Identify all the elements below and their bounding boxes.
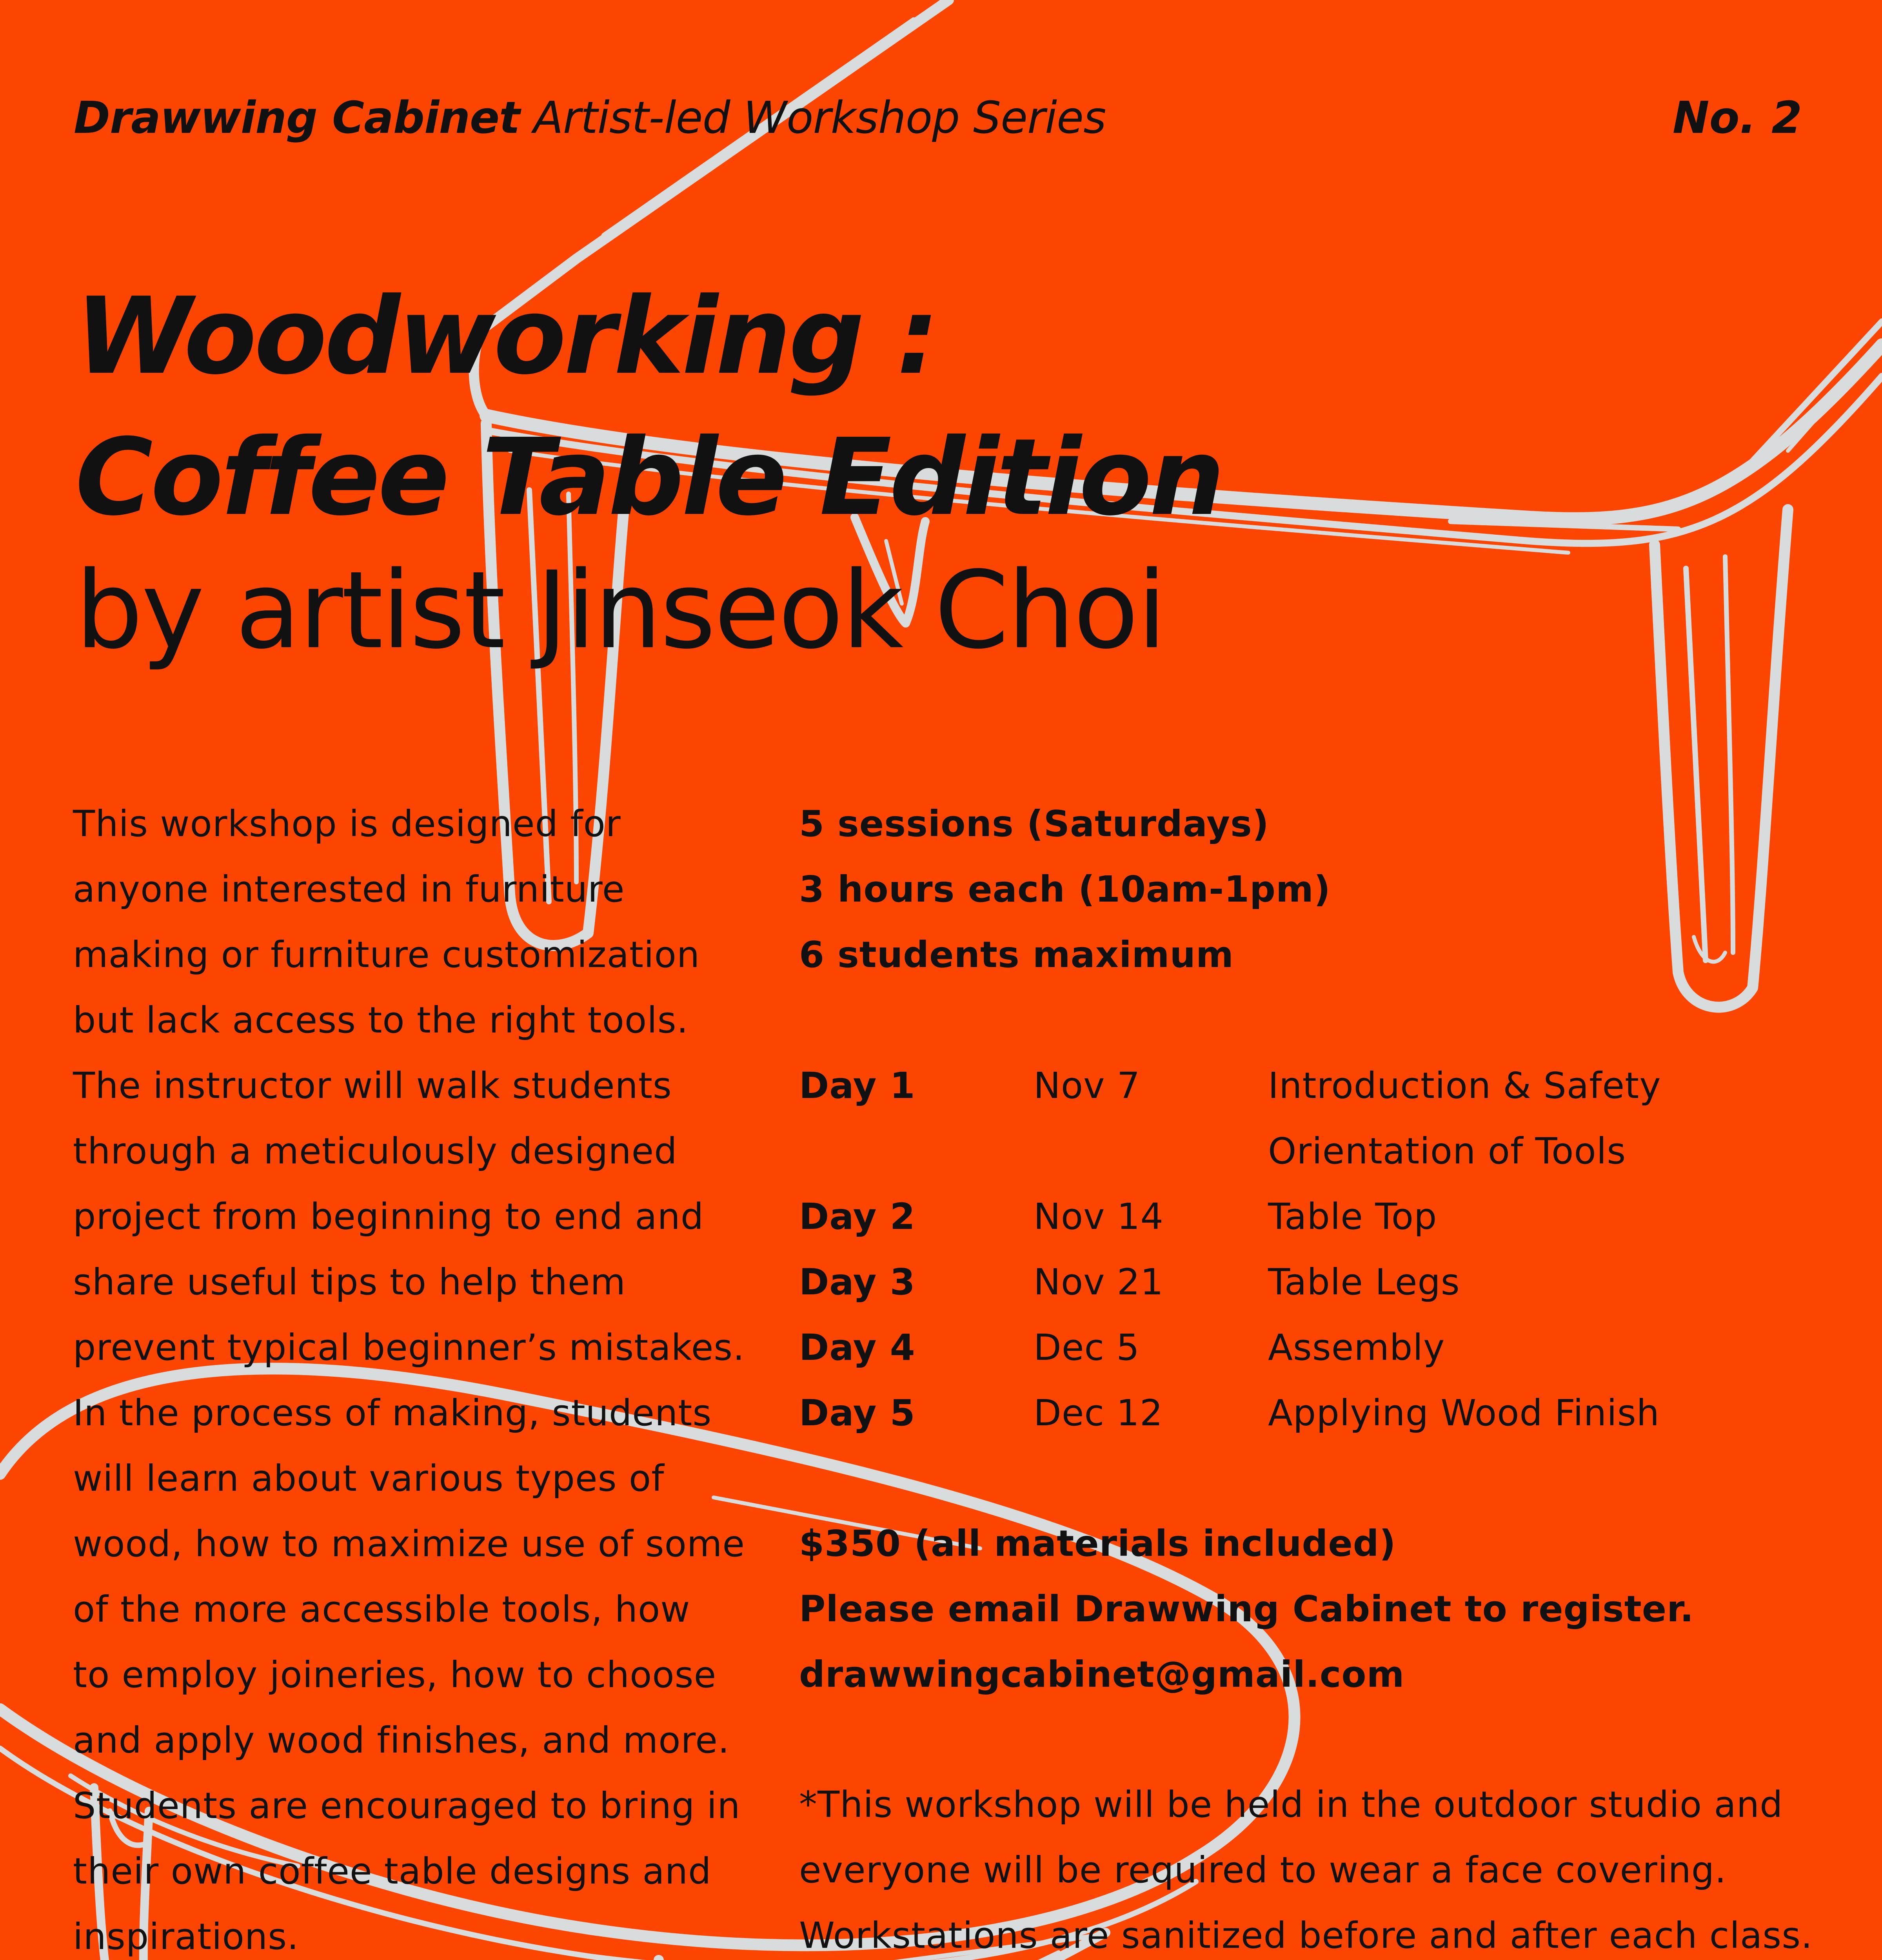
description-line: their own coffee table designs and xyxy=(73,1850,712,1892)
description-line: inspirations. xyxy=(73,1916,299,1958)
title-line-2: Coffee Table Edition xyxy=(75,416,1223,539)
note-line: *This workshop will be held in the outdoor studio and xyxy=(799,1784,1783,1826)
registration-block xyxy=(799,1511,1694,1707)
sessions-detail: 5 sessions (Saturdays) xyxy=(799,803,1269,845)
description-line: Students are encouraged to bring in xyxy=(73,1785,741,1827)
note-line: everyone will be required to wear a face covering. xyxy=(799,1849,1727,1891)
description-line: of the more accessible tools, how xyxy=(73,1588,690,1630)
description-line: The instructor will walk students xyxy=(73,1065,672,1107)
description-line: making or furniture customization xyxy=(73,934,700,976)
schedule-row xyxy=(799,1380,1661,1446)
schedule-day xyxy=(799,1118,1034,1184)
schedule-row xyxy=(799,1053,1661,1118)
series-subtitle: Artist-led Workshop Series xyxy=(520,93,1106,143)
hours-detail: 3 hours each (10am-1pm) xyxy=(799,868,1331,910)
capacity-detail: 6 students maximum xyxy=(799,934,1234,976)
description-line: wood, how to maximize use of some xyxy=(73,1523,745,1565)
description-line: through a meticulously designed xyxy=(73,1130,678,1172)
byline: by artist Jinseok Choi xyxy=(75,549,1165,673)
schedule-row xyxy=(799,1249,1661,1315)
schedule-topic: Introduction & Safety xyxy=(1268,1065,1661,1107)
description-line: and apply wood finishes, and more. xyxy=(73,1719,730,1761)
schedule-topic: Table Legs xyxy=(1268,1261,1460,1303)
series-name: Drawwing Cabinet xyxy=(74,93,520,143)
title-line-1: Woodworking : xyxy=(75,274,937,398)
note-line: Workstations are sanitized before and after each class. xyxy=(799,1915,1813,1956)
schedule-date: Dec 5 xyxy=(1034,1327,1140,1368)
schedule-day: Day 5 xyxy=(799,1392,916,1434)
description-line: project from beginning to end and xyxy=(73,1196,704,1238)
schedule-date: Nov 14 xyxy=(1034,1196,1164,1238)
description-line: anyone interested in furniture xyxy=(73,868,625,910)
description-line: prevent typical beginner’s mistakes. xyxy=(73,1327,745,1368)
price: $350 (all materials included) xyxy=(799,1523,1396,1564)
description-line: In the process of making, students xyxy=(73,1392,712,1434)
schedule-row xyxy=(799,1315,1661,1380)
schedule-date: Nov 21 xyxy=(1034,1261,1164,1303)
workshop-description xyxy=(73,791,763,1960)
schedule-date: Dec 12 xyxy=(1034,1392,1163,1434)
schedule-day: Day 3 xyxy=(799,1261,916,1303)
schedule-row xyxy=(799,1184,1661,1249)
schedule-topic: Orientation of Tools xyxy=(1268,1130,1626,1172)
registration-email-link[interactable]: drawwingcabinet@gmail.com xyxy=(799,1653,1405,1695)
description-line: to employ joineries, how to choose xyxy=(73,1654,717,1696)
series-header xyxy=(74,93,1106,143)
schedule-table xyxy=(799,1053,1661,1446)
schedule-day: Day 1 xyxy=(799,1065,916,1107)
schedule-topic: Table Top xyxy=(1268,1196,1437,1238)
schedule-row xyxy=(799,1118,1661,1184)
description-line: share useful tips to help them xyxy=(73,1261,626,1303)
registration-instructions: Please email Drawwing Cabinet to register. xyxy=(799,1588,1694,1630)
schedule-topic: Applying Wood Finish xyxy=(1268,1392,1660,1434)
schedule-day: Day 2 xyxy=(799,1196,916,1238)
schedule-day: Day 4 xyxy=(799,1327,916,1368)
issue-number: No. 2 xyxy=(1672,93,1802,143)
workshop-details xyxy=(799,791,1331,987)
description-line: This workshop is designed for xyxy=(73,803,621,845)
description-line: but lack access to the right tools. xyxy=(73,999,688,1041)
schedule-date xyxy=(1034,1118,1268,1184)
safety-note xyxy=(799,1772,1813,1960)
schedule-date: Nov 7 xyxy=(1034,1065,1141,1107)
description-line: will learn about various types of xyxy=(73,1457,665,1499)
schedule-topic: Assembly xyxy=(1268,1327,1445,1368)
